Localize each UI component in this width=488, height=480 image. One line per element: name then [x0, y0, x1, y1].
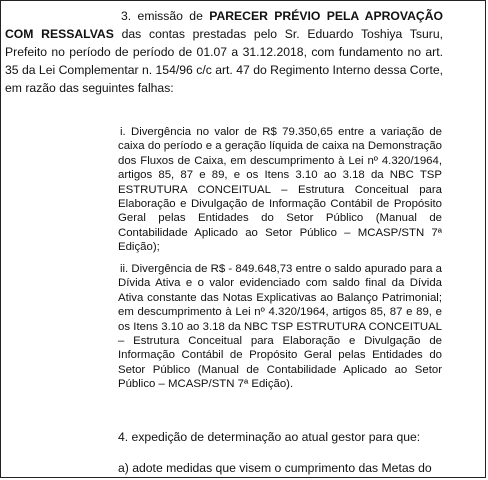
item-i-paragraph: i. Divergência no valor de R$ 79.350,65 entre a variação de caixa do período e a geração líquida de caixa na Demonstração dos Fluxos de Caixa, em descumprimento à Lei nº 4.320/1964, artigos 85, 87 e 89, e os Itens 3.10 ao 3.18 da NBC TSP ESTRUTURA CONCEITUAL – Estrutura Conceitual para Elaboração e Divulgação de Informação Contábil de Propósito Geral pelas Entidades do Setor Público (Manual de Contabilidade Aplicado ao Setor Público – MCASP/STN 7ª Edição); — [118, 126, 442, 254]
item-ii-paragraph: ii. Divergência de R$ - 849.648,73 entre o saldo apurado para a Dívida Ativa e o valor evidenciado com saldo final da Dívida Ativa constante das Notas Explicativas ao Balanço Patrimonial; em descumprimento à Lei nº 4.320/1964, artigos 85, 87 e 89, e os Itens 3.10 ao 3.18 da NBC TSP ESTRUTURA CONCEITUAL – Estrutura Conceitual para Elaboração e Divulgação de Informação Contábil de Propósito Geral pelas Entidades do Setor Público (Manual de Contabilidade Aplicado ao Setor Público – MCASP/STN 7ª Edição). — [118, 263, 442, 391]
paragraph-3-text: das contas prestadas pelo Sr. Eduardo Toshiya Tsuru, Prefeito no período de período de 01.07 a 31.12.2018, com fundamento no art. 35 da Lei Complementar n. 154/96 c/c art. 47 do Regimento Interno dessa Corte, em razão das seguintes falhas: — [5, 27, 443, 95]
paragraph-3 — [5, 7, 443, 97]
item-a-paragraph: a) adote medidas que visem o cumprimento das Metas do — [118, 461, 432, 475]
paragraph-3-lead: 3. emissão de — [121, 9, 210, 23]
paragraph-4: 4. expedição de determinação ao atual gestor para que: — [118, 430, 421, 444]
paragraph-3-bold-heading: PARECER PRÉVIO PELA APROVAÇÃO COM RESSALVAS — [5, 9, 443, 41]
